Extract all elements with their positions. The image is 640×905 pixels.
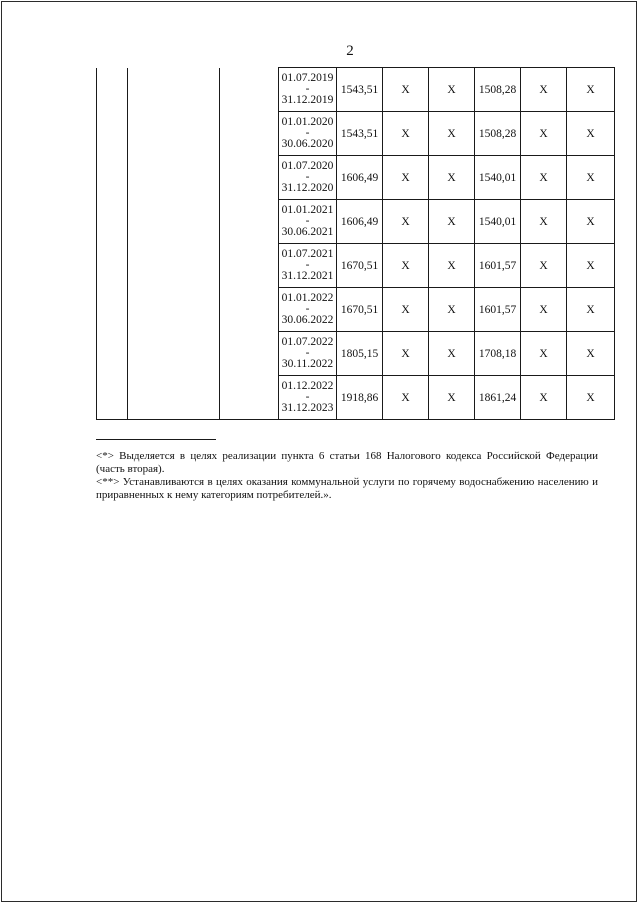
blank-cell bbox=[97, 112, 128, 156]
blank-cell bbox=[220, 376, 279, 420]
x-cell: X bbox=[521, 376, 567, 420]
period-from: 01.01.2020 bbox=[281, 116, 334, 128]
blank-cell bbox=[97, 244, 128, 288]
blank-cell bbox=[128, 244, 220, 288]
blank-cell bbox=[97, 332, 128, 376]
period-dash: - bbox=[305, 303, 310, 315]
period-from: 01.07.2019 bbox=[281, 72, 334, 84]
x-cell: X bbox=[429, 332, 475, 376]
blank-cell bbox=[220, 112, 279, 156]
table-row bbox=[97, 244, 615, 288]
blank-cell bbox=[128, 376, 220, 420]
blank-cell bbox=[128, 288, 220, 332]
x-cell: X bbox=[383, 68, 429, 112]
blank-cell bbox=[97, 376, 128, 420]
value-cell: 1861,24 bbox=[475, 376, 521, 420]
table-body bbox=[97, 68, 615, 420]
x-cell: X bbox=[429, 112, 475, 156]
footnote-1: <*> Выделяется в целях реализации пункта 6 статьи 168 Налогового кодекса Российской Федерации (часть вторая). bbox=[96, 450, 598, 475]
footnotes bbox=[96, 450, 598, 502]
period-to: 30.06.2022 bbox=[281, 314, 334, 326]
blank-cell bbox=[220, 68, 279, 112]
period-to: 31.12.2020 bbox=[281, 182, 334, 194]
blank-cell bbox=[97, 156, 128, 200]
blank-cell bbox=[97, 68, 128, 112]
x-cell: X bbox=[429, 244, 475, 288]
blank-cell bbox=[220, 332, 279, 376]
period-to: 30.11.2022 bbox=[281, 358, 334, 370]
period-cell bbox=[279, 200, 337, 244]
x-cell: X bbox=[521, 244, 567, 288]
period-from: 01.12.2022 bbox=[281, 380, 334, 392]
period-to: 30.06.2021 bbox=[281, 226, 334, 238]
blank-cell bbox=[220, 288, 279, 332]
x-cell: X bbox=[383, 156, 429, 200]
x-cell: X bbox=[521, 156, 567, 200]
value-cell: 1543,51 bbox=[337, 68, 383, 112]
x-cell: X bbox=[429, 200, 475, 244]
blank-cell bbox=[97, 200, 128, 244]
period-dash: - bbox=[305, 215, 310, 227]
x-cell: X bbox=[383, 244, 429, 288]
period-dash: - bbox=[305, 391, 310, 403]
x-cell: X bbox=[567, 288, 615, 332]
x-cell: X bbox=[521, 200, 567, 244]
blank-cell bbox=[220, 244, 279, 288]
period-dash: - bbox=[305, 171, 310, 183]
period-dash: - bbox=[305, 83, 310, 95]
value-cell: 1540,01 bbox=[475, 156, 521, 200]
value-cell: 1508,28 bbox=[475, 112, 521, 156]
x-cell: X bbox=[521, 332, 567, 376]
period-cell bbox=[279, 112, 337, 156]
x-cell: X bbox=[567, 376, 615, 420]
blank-cell bbox=[220, 200, 279, 244]
x-cell: X bbox=[383, 112, 429, 156]
x-cell: X bbox=[567, 332, 615, 376]
value-cell: 1601,57 bbox=[475, 288, 521, 332]
period-cell bbox=[279, 68, 337, 112]
footnote-2: <**> Устанавливаются в целях оказания коммунальной услуги по горячему водоснабжению населению и приравненных к нему категориям потребителей.». bbox=[96, 476, 598, 501]
period-from: 01.07.2021 bbox=[281, 248, 334, 260]
value-cell: 1708,18 bbox=[475, 332, 521, 376]
period-dash: - bbox=[305, 127, 310, 139]
tariff-table bbox=[96, 67, 615, 420]
period-from: 01.01.2022 bbox=[281, 292, 334, 304]
table-row bbox=[97, 288, 615, 332]
period-cell bbox=[279, 332, 337, 376]
value-cell: 1606,49 bbox=[337, 200, 383, 244]
value-cell: 1606,49 bbox=[337, 156, 383, 200]
x-cell: X bbox=[383, 376, 429, 420]
x-cell: X bbox=[567, 112, 615, 156]
x-cell: X bbox=[429, 376, 475, 420]
period-from: 01.07.2022 bbox=[281, 336, 334, 348]
blank-cell bbox=[128, 68, 220, 112]
value-cell: 1918,86 bbox=[337, 376, 383, 420]
x-cell: X bbox=[567, 156, 615, 200]
period-cell bbox=[279, 156, 337, 200]
blank-cell bbox=[128, 332, 220, 376]
table-row bbox=[97, 200, 615, 244]
period-cell bbox=[279, 288, 337, 332]
table-row bbox=[97, 68, 615, 112]
x-cell: X bbox=[429, 68, 475, 112]
table-row bbox=[97, 376, 615, 420]
value-cell: 1670,51 bbox=[337, 244, 383, 288]
value-cell: 1540,01 bbox=[475, 200, 521, 244]
x-cell: X bbox=[521, 68, 567, 112]
x-cell: X bbox=[383, 200, 429, 244]
period-to: 31.12.2019 bbox=[281, 94, 334, 106]
period-cell bbox=[279, 244, 337, 288]
value-cell: 1805,15 bbox=[337, 332, 383, 376]
page-number: 2 bbox=[346, 43, 354, 59]
footnote-rule bbox=[96, 439, 216, 440]
x-cell: X bbox=[567, 68, 615, 112]
blank-cell bbox=[97, 288, 128, 332]
period-dash: - bbox=[305, 347, 310, 359]
value-cell: 1508,28 bbox=[475, 68, 521, 112]
blank-cell bbox=[128, 200, 220, 244]
table-row bbox=[97, 156, 615, 200]
blank-cell bbox=[128, 156, 220, 200]
value-cell: 1601,57 bbox=[475, 244, 521, 288]
period-from: 01.07.2020 bbox=[281, 160, 334, 172]
x-cell: X bbox=[429, 288, 475, 332]
table-row bbox=[97, 112, 615, 156]
blank-cell bbox=[128, 112, 220, 156]
period-to: 31.12.2023 bbox=[281, 402, 334, 414]
x-cell: X bbox=[521, 288, 567, 332]
period-to: 30.06.2020 bbox=[281, 138, 334, 150]
period-from: 01.01.2021 bbox=[281, 204, 334, 216]
value-cell: 1670,51 bbox=[337, 288, 383, 332]
x-cell: X bbox=[567, 200, 615, 244]
table-row bbox=[97, 332, 615, 376]
x-cell: X bbox=[383, 332, 429, 376]
value-cell: 1543,51 bbox=[337, 112, 383, 156]
period-dash: - bbox=[305, 259, 310, 271]
x-cell: X bbox=[383, 288, 429, 332]
x-cell: X bbox=[567, 244, 615, 288]
blank-cell bbox=[220, 156, 279, 200]
period-cell bbox=[279, 376, 337, 420]
x-cell: X bbox=[429, 156, 475, 200]
x-cell: X bbox=[521, 112, 567, 156]
period-to: 31.12.2021 bbox=[281, 270, 334, 282]
